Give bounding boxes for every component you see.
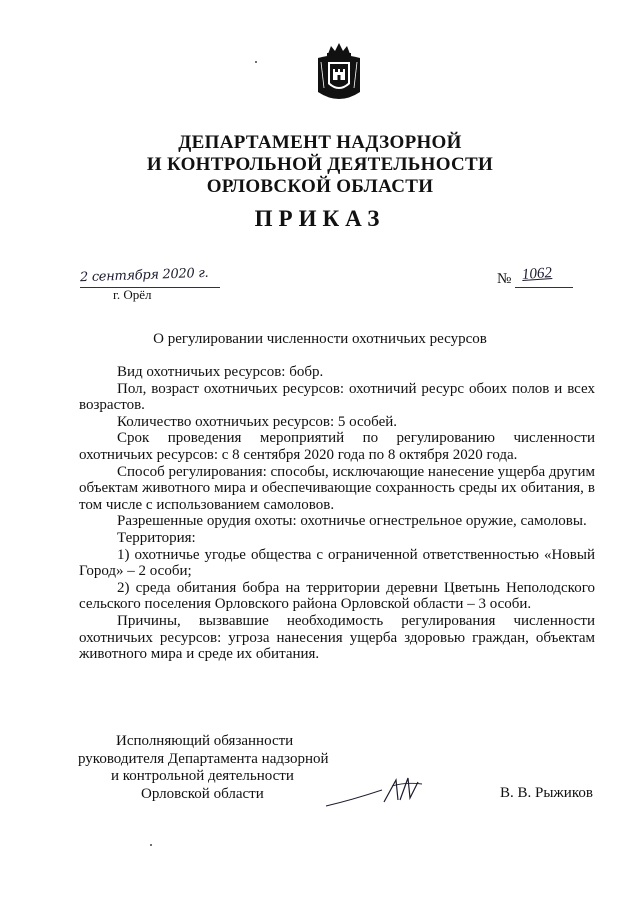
body-paragraph: Территория:: [117, 529, 196, 546]
department-name-line: ОРЛОВСКОЙ ОБЛАСТИ: [206, 176, 434, 197]
document-type-title: ПРИКАЗ: [254, 206, 386, 231]
signatory-position-line: Исполняющий обязанности: [116, 733, 294, 749]
body-paragraph: 2) среда обитания бобра на территории деревни Цветынь Неполодского сельского поселения Орловского района Орловской области – 3 особи.: [79, 579, 595, 613]
signatory-position-line: и контрольной деятельности: [111, 768, 294, 784]
handwritten-signature-icon: [322, 772, 432, 812]
body-paragraph: 1) охотничье угодье общества с ограниченной ответственностью «Новый Город» – 2 особи;: [79, 546, 595, 580]
number-label: №: [497, 271, 512, 287]
signatory-name: В. В. Рыжиков: [500, 785, 593, 801]
scan-speck: [255, 61, 257, 63]
department-name-line: И КОНТРОЛЬНОЙ ДЕЯТЕЛЬНОСТИ: [146, 154, 494, 175]
signatory-position-line: руководителя Департамента надзорной: [78, 750, 329, 767]
body-paragraph: Причины, вызвавшие необходимость регулирования численности охотничьих ресурсов: угроза нанесения ущерба здоровью граждан, объектам животного мира и среде их обитания.: [79, 612, 595, 663]
number-underline: [515, 287, 573, 288]
body-paragraph: Количество охотничьих ресурсов: 5 особей.: [117, 413, 398, 430]
scan-speck: [150, 844, 152, 846]
department-name: [120, 132, 520, 198]
department-name-line: ДЕПАРТАМЕНТ НАДЗОРНОЙ: [178, 132, 462, 153]
handwritten-date: 2 сентября 2020 г.: [79, 265, 209, 286]
handwritten-number: 1062: [521, 264, 553, 284]
body-paragraph: Пол, возраст охотничьих ресурсов: охотничий ресурс обоих полов и всех возрастов.: [79, 380, 595, 414]
body-paragraph: Способ регулирования: способы, исключающие нанесение ущерба другим объектам животного мира и обеспечивающие сохранность среды их обитания, в том числе с использованием самоловов.: [79, 463, 595, 513]
city: г. Орёл: [113, 287, 152, 302]
coat-of-arms-icon: [314, 40, 364, 106]
body-paragraph: Срок проведения мероприятий по регулированию численности охотничьих ресурсов: с 8 сентября 2020 года по 8 октября 2020 года.: [79, 430, 595, 463]
order-subject: О регулировании численности охотничьих ресурсов: [153, 331, 487, 347]
body-paragraph: Разрешенные орудия охоты: охотничье огнестрельное оружие, самоловы.: [117, 513, 587, 530]
signatory-position: [78, 733, 348, 803]
body-paragraph: Вид охотничьих ресурсов: бобр.: [117, 364, 324, 380]
order-body: [79, 364, 595, 663]
signatory-position-line: Орловской области: [141, 785, 264, 802]
